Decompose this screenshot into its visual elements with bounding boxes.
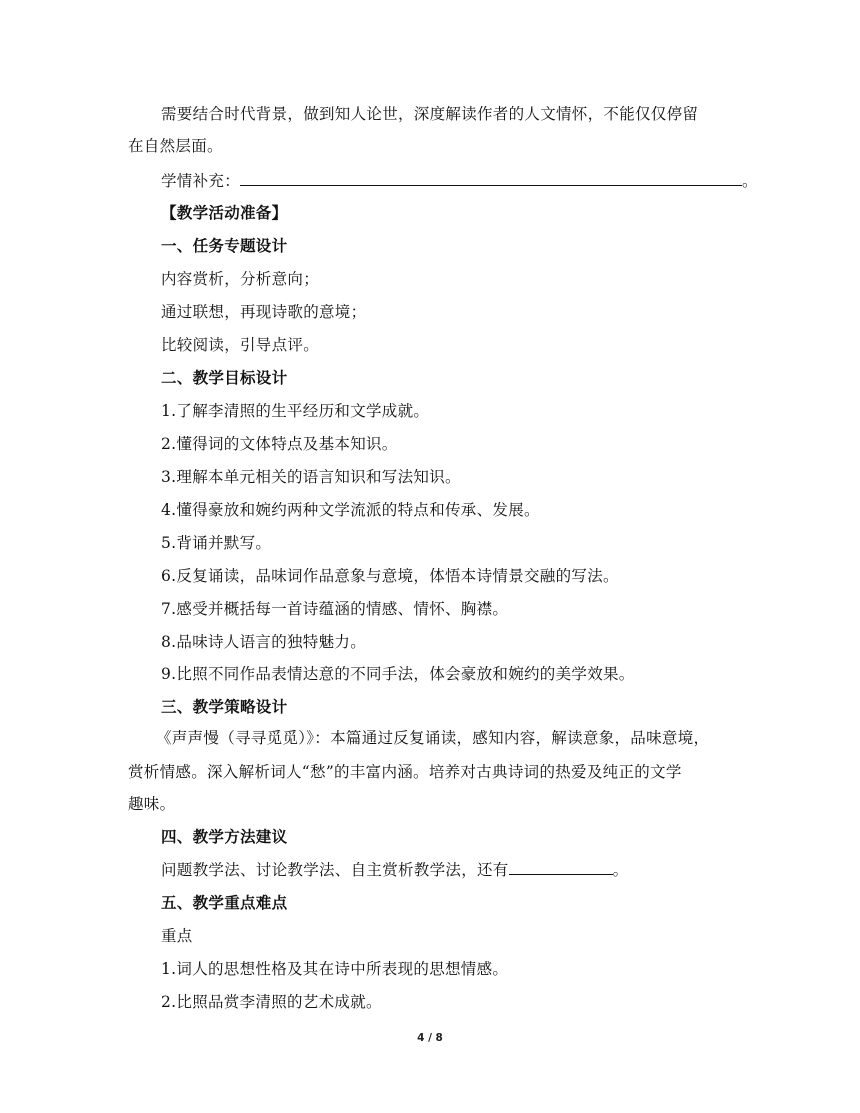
focus-item: 2.比照品赏李清照的艺术成就。 (161, 993, 382, 1011)
goal-item: 5.背诵并默写。 (161, 534, 272, 552)
goal-item: 4.懂得豪放和婉约两种文学流派的特点和传承、发展。 (161, 501, 540, 519)
heading-key-points: 五、教学重点难点 (161, 894, 288, 912)
heading-method-advice: 四、教学方法建议 (161, 828, 288, 846)
heading-strategy-design: 三、教学策略设计 (161, 698, 288, 716)
supplement-end: 。 (742, 172, 758, 190)
goal-item: 9.比照不同作品表情达意的不同手法，体会豪放和婉约的美学效果。 (161, 665, 635, 683)
paragraph-line: 在自然层面。 (128, 137, 223, 155)
task-item: 内容赏析，分析意向； (161, 270, 320, 288)
page-number: 4 / 8 (417, 1032, 443, 1044)
focus-item: 1.词人的思想性格及其在诗中所表现的思想情感。 (161, 960, 509, 978)
supplement-line (161, 169, 758, 191)
goal-item: 7.感受并概括每一首诗蕴涵的情感、情怀、胸襟。 (161, 600, 509, 618)
method-text: 问题教学法、讨论教学法、自主赏析教学法，还有 (161, 861, 509, 879)
goal-item: 3.理解本单元相关的语言知识和写法知识。 (161, 468, 461, 486)
heading-task-design: 一、任务专题设计 (161, 237, 288, 255)
paragraph-line: 《声声慢（寻寻觅觅）》：本篇通过反复诵读，感知内容，解读意象，品味意境， (156, 729, 710, 747)
paragraph-line: 趣味。 (128, 795, 176, 813)
paragraph-line: 需要结合时代背景，做到知人论世，深度解读作者的人文情怀，不能仅仅停留 (161, 105, 699, 123)
goal-item: 2.懂得词的文体特点及基本知识。 (161, 435, 398, 453)
goal-item: 6.反复诵读，品味词作品意象与意境，体悟本诗情景交融的写法。 (161, 567, 619, 585)
method-line (161, 858, 628, 880)
fill-blank (509, 860, 613, 875)
goal-item: 8.品味诗人语言的独特魅力。 (161, 633, 366, 651)
method-end: 。 (612, 861, 629, 879)
task-item: 比较阅读，引导点评。 (161, 336, 320, 354)
goal-item: 1.了解李清照的生平经历和文学成就。 (161, 402, 430, 420)
section-heading: 【教学活动准备】 (161, 204, 288, 222)
heading-goal-design: 二、教学目标设计 (161, 369, 288, 387)
paragraph-line: 赏析情感。深入解析词人“愁”的丰富内涵。培养对古典诗词的热爱及纯正的文学 (128, 763, 682, 781)
task-item: 通过联想，再现诗歌的意境； (161, 303, 367, 321)
supplement-label: 学情补充： (161, 172, 241, 190)
fill-blank (240, 171, 742, 186)
focus-label: 重点 (161, 927, 193, 945)
